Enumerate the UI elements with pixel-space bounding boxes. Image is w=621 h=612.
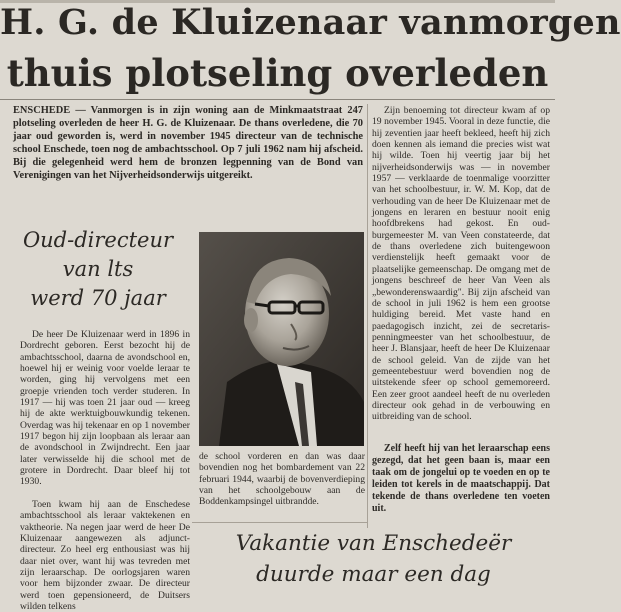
dateline: ENSCHEDE — (13, 105, 86, 116)
subheadline-line-2: van lts (62, 257, 134, 281)
article-column-1 (20, 329, 190, 612)
column-3-paragraph-1: Zijn benoeming tot directeur kwam af op 19 november 1945. Vooral in deze functie, die hij zeventien jaar heeft bekleed, heeft hij zich doen kennen als iemand die precies wist wat hij wilde. Toen hij veertig jaar bij het nijverheidsonderwijs was — in november 1957 — verklaarde de toenmalige voorzitter van het schoolbestuur, ir. W. M. Kop, dat de verhouding van de heer De Kluizenaar met de jongens en leraren en bestuur nooit enig hoofdbrekens had gekost. En oud-burgemeester M. van Veen constateerde, dat de thans overledene zich buitengewoon verdienstelijk heeft gemaakt voor de plaatselijke gemeenschap. De omgang met de jongens beschreef de heer Van Veen als „bewonderenswaardig". Bij zijn afscheid van de school in juli 1962 is hem een grootse huldiging bereid. Met vaste hand en paedagogisch inzicht, zei de secretaris-penningmeester van het schoolbestuur, de heer J. Blansjaar, heeft de heer De Kluizenaar de school geleid. Van de zijde van het gemeentebestuur werd bovendien nog de uitstekende sfeer op school gememoreerd. Een zeer groot aandeel heeft de nu overleden directeur ook gehad in de verbouwing en uitbreiding van de school. (372, 105, 550, 423)
subheadline-line-3: werd 70 jaar (30, 286, 166, 310)
section-rule (192, 522, 368, 523)
article-column-3-closing (372, 443, 550, 516)
portrait-photo (199, 232, 364, 446)
lead-text: Vanmorgen is in zijn woning aan de Minkmaatstraat 247 plotseling overleden de heer H. G. de Kluizenaar. De thans overledene, die 70 jaar oud geworden is, werd in november 1945 directeur van de technische school Enschede, toen nog de ambachtsschool. Op 7 juli 1962 nam hij afscheid. Bij die gelegenheid werd hem de bronzen legpenning van de Bond van Verenigingen van het Nijverheidsonderwijs uitgereikt. (13, 105, 364, 182)
column-rule (367, 104, 368, 528)
headline-rule (0, 99, 555, 100)
column-3-paragraph-2: Zelf heeft hij van het leraarschap eens gezegd, dat het geen baan is, maar een taak om de jongelui op te voeden en op te leiden tot kerels in de maatschappij. Dat tekende de thans overledene ten voeten uit. (372, 443, 550, 515)
next-article-headline (192, 528, 555, 590)
lead-paragraph (13, 104, 363, 182)
subheadline-line-1: Oud-directeur (22, 228, 174, 252)
next-article-headline-line-1: Vakantie van Enschedeër (235, 531, 512, 556)
column-1-paragraph-2: Toen kwam hij aan de Enschedese ambachtsschool als leraar vaktekenen en vaktheorie. Na negen jaar werd de heer De Kluizenaar aangewezen als adjunct-directeur. Zo heel erg enthousiast was hij daar niet over, want hij was tevreden met zijn leraarschap. De oorlogsjaren waren voor hem bijzonder zwaar. De directeur werd toen gepensioneerd, de Duitsers wilden telkens (20, 498, 190, 612)
article-column-3 (372, 105, 550, 423)
headline-line-2: thuis plotseling overleden (6, 51, 549, 95)
subheadline (10, 226, 186, 313)
portrait-photo-image (199, 232, 364, 446)
photo-caption-continuation: de school vorderen en dan was daar bovendien nog het bombardement van 22 februari 1944, waarbij de bovenverdieping van het schoolgebouw aan de Boddenkampsingel uitbrandde. (199, 451, 365, 508)
next-article-headline-line-2: duurde maar een dag (256, 562, 491, 587)
column-1-paragraph-1: De heer De Kluizenaar werd in 1896 in Dordrecht geboren. Eerst bezocht hij de ambachtsschool, daarna de avondschool en, hoewel hij er weinig voor voelde leraar te worden, ging hij vervolgens met een groepje vrienden toch verder studeren. In 1917 — hij was toen 21 jaar oud — kreeg hij de akte werktuigbouwkundig tekenen. Overdag was hij tekenaar en op 1 november 1917 begon hij zijn loopbaan als leraar aan de avondschool in Zwijndrecht. Een jaar later verwisselde hij die school met de grotere in Dordrecht. Daar bleef hij tot 1930. (20, 329, 190, 488)
headline-line-1: H. G. de Kluizenaar vanmorgen (0, 2, 621, 43)
